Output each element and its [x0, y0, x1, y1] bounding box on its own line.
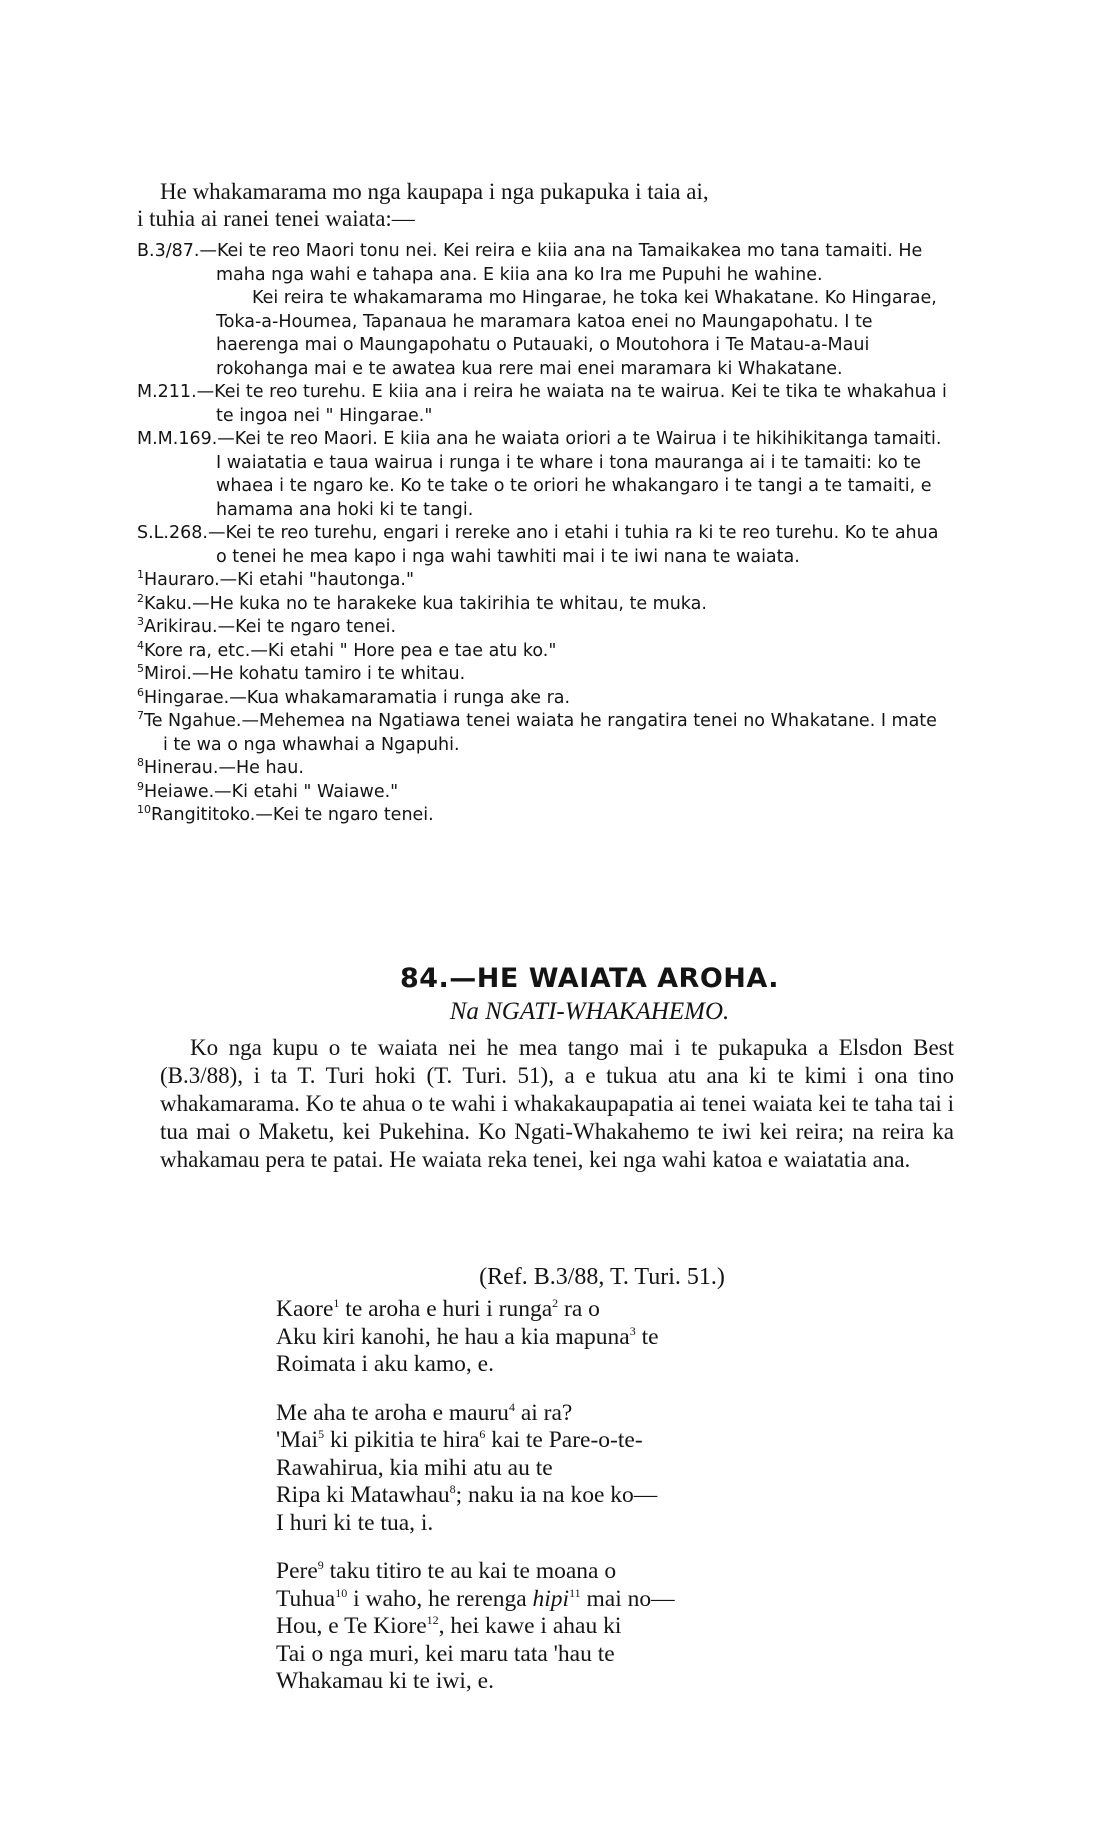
note-text: —Kei te reo turehu, engari i rereke ano i etahi i tuhia ra ki te reo turehu. Ko te ahua o tenei he mea kapo i nga wahi tawhiti mai i te iwi nana te waiata. — [207, 523, 939, 567]
footnote-number: 3 — [137, 615, 144, 629]
lyric-line: Pere$^9$ taku titiro te au kai te moana o — [276, 1558, 617, 1584]
lyric-line: Tai o nga muri, kei maru tata 'hau te — [276, 1640, 615, 1667]
song-introduction: Ko nga kupu o te waiata nei he mea tango mai i te pukapuka a Elsdon Best (B.3/88), i ta T. Turi hoki (T. Turi. 51), a e tukua atu ana ki te kimi i ona tino whakamarama. Ko te ahua o te wahi i whakakaupapatia ai tenei waiata kei te taha tai i tua mai o Maketu, kei Pukehina. Ko Ngati-Whakahemo te iwi kei reira; na reira ka whakamau pera te patai. He waiata reka tenei, kei nga wahi katoa e waiatatia ana. — [160, 1035, 954, 1172]
footnote-label: Te Ngahue. — [144, 711, 242, 731]
footnote-label: Kaku. — [144, 593, 193, 614]
footnote-label: Rangititoko. — [151, 805, 256, 825]
note-sl268 — [137, 522, 947, 569]
lyric-line: I huri ki te tua, i. — [276, 1509, 434, 1536]
note-text: —Kei te reo turehu. E kiia ana i reira he waiata na te wairua. Kei te tika te whakahua i te ingoa nei " Hingarae." — [196, 382, 947, 426]
song-attribution: Na NGATI-WHAKAHEMO. — [449, 998, 730, 1025]
footnote-text: —Ki etahi " Waiawe." — [214, 781, 399, 802]
lyric-line: Whakamau ki te iwi, e. — [276, 1668, 494, 1694]
song-lyrics — [276, 1296, 675, 1717]
footnote — [137, 781, 947, 805]
lyric-line: Rawahirua, kia mihi atu au te — [276, 1454, 553, 1481]
footnote-text: —He kohatu tamiro i te whitau. — [191, 664, 466, 684]
footnote — [137, 710, 947, 757]
stanza-2 — [276, 1400, 675, 1538]
footnote-number: 4 — [137, 638, 144, 652]
footnote-text: —He kuka no te harakeke kua takirihia te whitau, te muka. — [192, 593, 707, 614]
footnote-number: 9 — [137, 779, 144, 793]
footnote-label: Arikirau. — [144, 617, 218, 637]
footnote — [137, 663, 947, 687]
footnote-text: —Kei te ngaro tenei. — [217, 617, 397, 637]
note-label: M.M.169. — [137, 429, 218, 449]
footnote-number: 5 — [137, 662, 144, 676]
footnote-label: Heiawe. — [144, 781, 215, 802]
footnote — [137, 687, 947, 711]
footnote-number: 10 — [137, 803, 151, 817]
song-title: 84.—HE WAIATA AROHA. — [399, 963, 780, 994]
source-notes — [137, 240, 947, 828]
note-mm169 — [137, 428, 947, 522]
footnote-number: 2 — [137, 591, 144, 605]
footnote-label: Kore ra, etc. — [144, 640, 251, 661]
footnote — [137, 616, 947, 640]
footnote — [137, 569, 947, 593]
lyric-line: Kaore$^1$ te aroha e huri i runga$^2$ ra o — [276, 1296, 600, 1322]
footnote-label: Hinerau. — [144, 758, 219, 778]
lyric-line: Hou, e Te Kiore$^{12}$, hei kawe i ahau ki — [276, 1613, 622, 1639]
lyric-line: Ripa ki Matawhau$^8$; naku ia na koe ko— — [276, 1482, 658, 1508]
footnote-text: —Ki etahi "hautonga." — [219, 570, 415, 590]
note-m211 — [137, 381, 947, 428]
stanza-1 — [276, 1296, 675, 1379]
footnote-text: —Kei te ngaro tenei. — [255, 805, 434, 825]
footnote-number: 1 — [137, 568, 144, 582]
footnote-label: Hingarae. — [144, 687, 230, 708]
footnote-number: 8 — [137, 756, 144, 770]
footnote-label: Miroi. — [144, 664, 192, 684]
note-label: S.L.268. — [137, 523, 208, 543]
note-text: —Kei te reo Maori. E kiia ana he waiata oriori a te Wairua i te hikihikitanga tamaiti. I waiatatia e taua wairua i runga i te whare i tona mauranga ai i te tamaiti: ko te whaea i te ngaro ke. Ko te take o te oriori he whakangaro i te tangi a te tamaiti, e hamama ana hoki ki te tangi. — [216, 429, 942, 520]
footnote-number: 6 — [137, 685, 144, 699]
lyric-line: Tuhua$^{10}$ i waho, he rerenga hipi$^{11}$ mai no— — [276, 1585, 675, 1612]
lyric-line: Roimata i aku kamo, e. — [276, 1351, 494, 1377]
footnote — [137, 804, 947, 828]
intro-line-1: He whakamarama mo nga kaupapa i nga pukapuka i taia ai, — [160, 179, 709, 204]
lyric-line: 'Mai$^5$ ki pikitia te hira$^6$ kai te Pare-o-te- — [276, 1427, 643, 1453]
intro-paragraph — [137, 178, 956, 232]
footnote-text: —Ki etahi " Hore pea e tae atu ko." — [250, 640, 557, 661]
footnote-number: 7 — [137, 709, 144, 723]
song-reference: (Ref. B.3/88, T. Turi. 51.) — [479, 1264, 725, 1290]
stanza-3 — [276, 1558, 675, 1696]
footnote-text: —Mehemea na Ngatiawa tenei waiata he rangatira tenei no Whakatane. I mate i te wa o nga whawhai a Ngapuhi. — [163, 711, 937, 755]
intro-line-2: i tuhia ai ranei tenei waiata:— — [137, 206, 415, 231]
footnote-text: —He hau. — [218, 758, 304, 778]
note-text: —Kei te reo Maori tonu nei. Kei reira e kiia ana na Tamaikakea mo tana tamaiti. He maha nga wahi e tahapa ana. E kiia ana ko Ira me Pupuhi he wahine. — [199, 241, 923, 285]
lyric-line: Me aha te aroha e mauru$^4$ ai ra? — [276, 1399, 573, 1426]
note-paragraph: Kei reira te whakamarama mo Hingarae, he toka kei Whakatane. Ko Hingarae, Toka-a-Houmea, Tapanaua he maramara katoa enei no Maungapohatu. I te haerenga mai o Maungapohatu o Putauaki, o Moutohora i Te Matau-a-Maui rokohanga mai e te awatea kua rere mai enei maramara ki Whakatane. — [216, 288, 937, 379]
note-label: M.211. — [137, 382, 197, 402]
note-label: B.3/87. — [137, 241, 200, 261]
lyric-line: Aku kiri kanohi, he hau a kia mapuna$^3$ te — [276, 1323, 659, 1350]
footnote — [137, 757, 947, 781]
footnote — [137, 640, 947, 664]
footnote — [137, 593, 947, 617]
note-b387 — [137, 240, 947, 381]
song-heading — [0, 962, 1114, 1028]
footnote-text: —Kua whakamaramatia i runga ake ra. — [229, 687, 571, 708]
footnote-label: Hauraro. — [144, 570, 220, 590]
